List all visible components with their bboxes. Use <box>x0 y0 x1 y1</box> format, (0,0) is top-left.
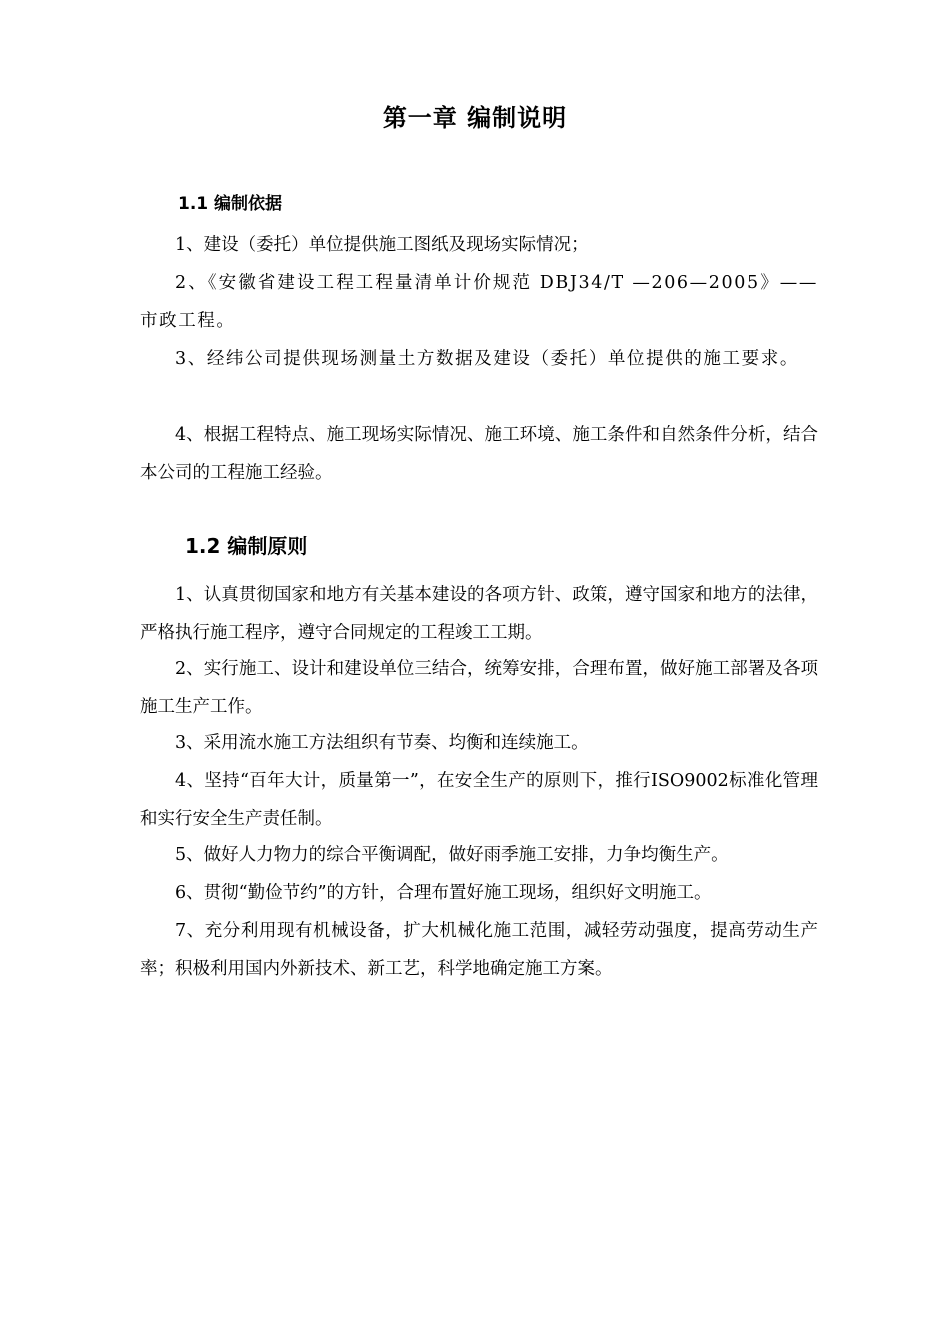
principle-item-7: 7、充分利用现有机械设备，扩大机械化施工范围，减轻劳动强度，提高劳动生产率；积极利用国内外新技术、新工艺，科学地确定施工方案。 <box>140 921 818 979</box>
basis-item-2: 2、《安徽省建设工程工程量清单计价规范 DBJ34/T —206—2005》——市政工程。 <box>140 273 818 331</box>
principle-item-3: 3、采用流水施工方法组织有节奏、均衡和连续施工。 <box>175 733 589 753</box>
principle-item-5: 5、做好人力物力的综合平衡调配，做好雨季施工安排，力争均衡生产。 <box>175 845 729 865</box>
basis-item-1: 1、建设（委托）单位提供施工图纸及现场实际情况； <box>175 235 589 255</box>
section-heading-principles: 1.2 编制原则 <box>185 534 308 558</box>
chapter-title: 第一章 编制说明 <box>382 104 568 132</box>
principle-item-1: 1、认真贯彻国家和地方有关基本建设的各项方针、政策，遵守国家和地方的法律，严格执行施工程序，遵守合同规定的工程竣工工期。 <box>140 585 818 643</box>
section-heading-basis: 1.1 编制依据 <box>178 194 283 214</box>
principle-item-2: 2、实行施工、设计和建设单位三结合，统筹安排，合理布置，做好施工部署及各项施工生产工作。 <box>140 659 818 717</box>
principle-item-6: 6、贯彻“勤俭节约”的方针，合理布置好施工现场，组织好文明施工。 <box>175 883 712 903</box>
basis-item-3: 3、经纬公司提供现场测量土方数据及建设（委托）单位提供的施工要求。 <box>175 349 799 369</box>
principle-item-4: 4、坚持“百年大计，质量第一”，在安全生产的原则下，推行ISO9002标准化管理和实行安全生产责任制。 <box>140 771 818 829</box>
basis-item-4: 4、根据工程特点、施工现场实际情况、施工环境、施工条件和自然条件分析，结合本公司的工程施工经验。 <box>140 425 818 483</box>
